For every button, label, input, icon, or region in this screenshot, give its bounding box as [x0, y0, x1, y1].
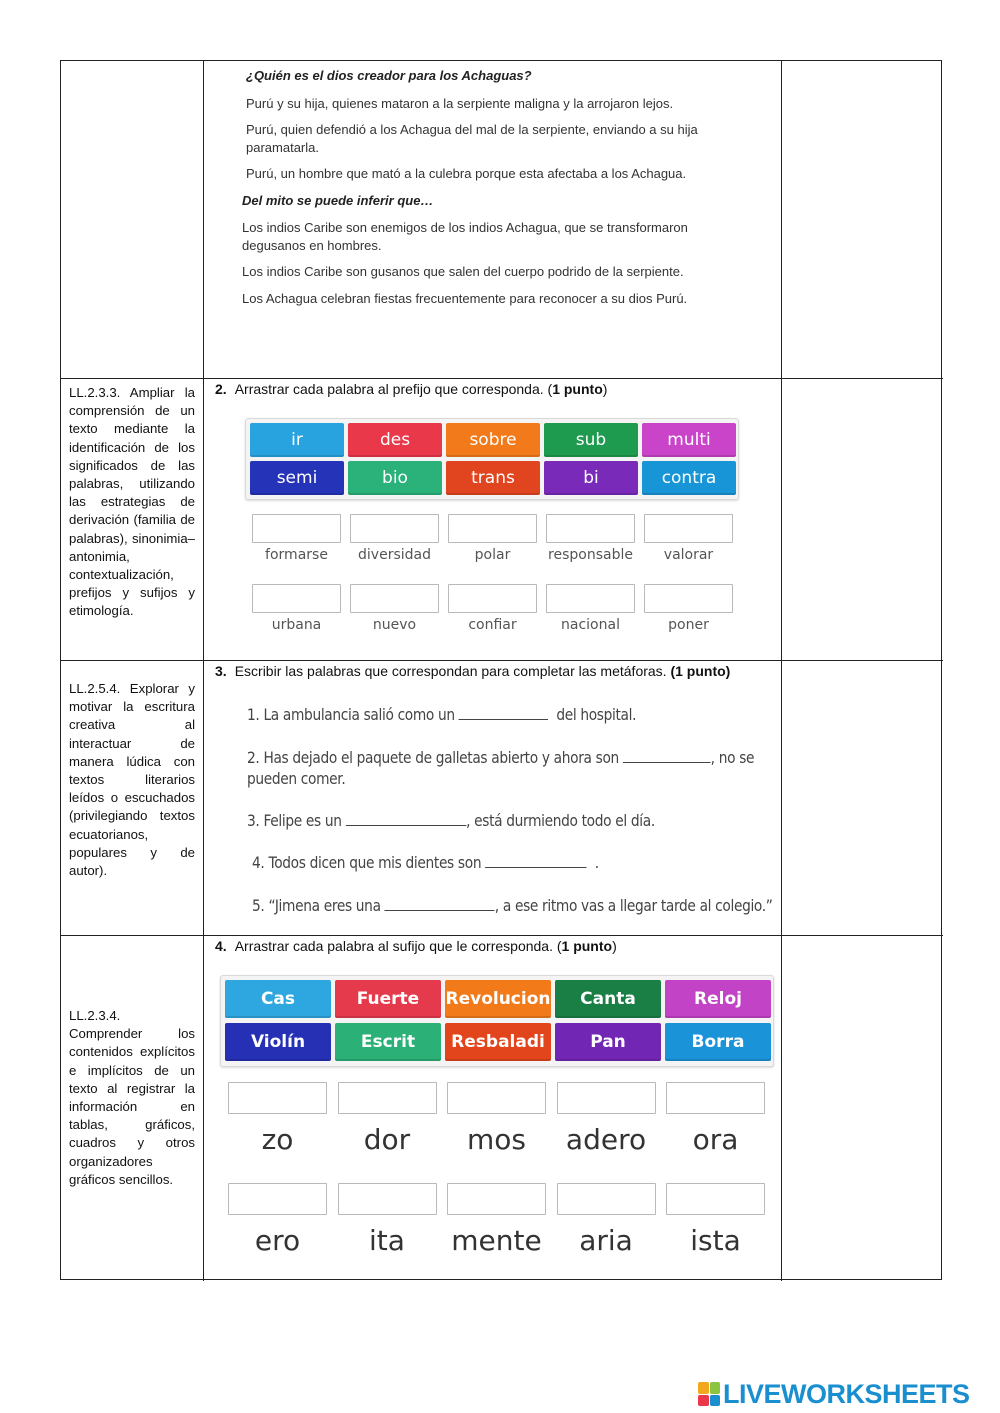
suffix-label: adero	[565, 1123, 647, 1156]
sentence-text: 1. La ambulancia salió como un	[247, 705, 455, 724]
sentence-text: pueden comer.	[247, 769, 346, 788]
answer-blank[interactable]	[623, 751, 711, 763]
liveworksheets-logo	[698, 1378, 970, 1410]
sentence-text: , no se	[710, 748, 755, 767]
logo-square	[710, 1395, 721, 1407]
drop-zone[interactable]	[666, 1183, 765, 1215]
question-number: 4.	[215, 938, 227, 954]
answer-blank[interactable]	[346, 814, 466, 826]
drop-zone[interactable]	[252, 514, 341, 543]
question-4-instruction: Arrastrar cada palabra al sufijo que le corresponda. (	[234, 938, 562, 954]
drop-zone[interactable]	[447, 1183, 546, 1215]
drop-zone[interactable]	[546, 584, 635, 613]
suffix-label: aria	[579, 1224, 633, 1257]
logo-mark-icon	[698, 1382, 720, 1406]
metaphor-sentence-2-cont	[247, 769, 345, 788]
drop-zone[interactable]	[448, 514, 537, 543]
question-close: )	[602, 381, 608, 397]
word-tile[interactable]: Revolucion	[445, 980, 551, 1018]
logo-square	[698, 1382, 709, 1394]
question-2-instruction: Arrastrar cada palabra al prefijo que corresponda. (	[234, 381, 553, 397]
question-1b-heading: Del mito se puede inferir que…	[242, 192, 434, 208]
word-label: nacional	[561, 617, 620, 633]
sentence-text: 5. “Jimena eres una	[252, 896, 381, 915]
answer-blank[interactable]	[459, 708, 548, 720]
word-label: formarse	[265, 547, 328, 563]
question-row-3	[61, 660, 943, 935]
criterion-text: LL.2.5.4. Explorar y motivar la escritura creativa al interactuar de manera lúdica con textos literarios leídos o escuchados (privilegiando textos ecuatorianos, populares y de autor).	[69, 681, 195, 879]
answer-blank[interactable]	[385, 899, 495, 911]
drop-zone[interactable]	[228, 1183, 327, 1215]
logo-text: LIVEWORKSHEETS	[723, 1378, 970, 1409]
word-tile[interactable]: Resbaladi	[445, 1023, 551, 1061]
metaphor-sentence-2	[247, 748, 754, 767]
word-tile[interactable]: bio	[348, 461, 442, 495]
question-1-content	[242, 67, 746, 316]
word-tile[interactable]: contra	[642, 461, 736, 495]
question-2-title	[215, 381, 607, 397]
question-3-instruction: Escribir las palabras que correspondan para completar las metáforas.	[234, 663, 667, 679]
metaphor-sentence-1	[247, 705, 636, 724]
question-row-1	[61, 61, 943, 378]
word-tile[interactable]: Pan	[555, 1023, 661, 1061]
sentence-text: 3. Felipe es un	[247, 811, 342, 830]
drop-zone[interactable]	[252, 584, 341, 613]
drop-zone[interactable]	[644, 584, 733, 613]
suffix-label: ita	[369, 1224, 405, 1257]
drop-zone[interactable]	[338, 1183, 437, 1215]
criterion-text: LL.2.3.4. Comprender los contenidos explícitos e implícitos de un texto al registrar la información en tablas, gráficos, cuadros y otros organizadores gráficos sencillos.	[69, 1008, 195, 1187]
sentence-text: , a ese ritmo vas a llegar tarde al colegio.”	[494, 896, 773, 915]
word-label: nuevo	[372, 617, 417, 633]
logo-square	[698, 1395, 709, 1407]
question-points: (1 punto)	[670, 663, 731, 679]
suffix-label: ora	[692, 1123, 739, 1156]
word-tile[interactable]: semi	[250, 461, 344, 495]
word-tile[interactable]: Reloj	[665, 980, 771, 1018]
answer-option[interactable]: Los indios Caribe son enemigos de los indios Achagua, que se transformaron degusanos en hombres.	[242, 220, 688, 253]
answer-option[interactable]: Purú, quien defendió a los Achagua del mal de la serpiente, enviando a su hija paramatarla.	[246, 122, 698, 155]
word-tile[interactable]: bi	[544, 461, 638, 495]
suffix-label: zo	[261, 1123, 294, 1156]
word-label: diversidad	[358, 547, 431, 563]
word-label: valorar	[663, 547, 714, 563]
metaphor-sentence-4	[252, 853, 599, 872]
sentence-text: , está durmiendo todo el día.	[466, 811, 655, 830]
drop-zone[interactable]	[447, 1082, 546, 1114]
answer-option[interactable]: Los indios Caribe son gusanos que salen del cuerpo podrido de la serpiente.	[242, 264, 684, 279]
drop-zone[interactable]	[338, 1082, 437, 1114]
word-label: poner	[668, 617, 709, 633]
suffix-label: mente	[451, 1224, 542, 1257]
drop-zone[interactable]	[557, 1183, 656, 1215]
word-label: responsable	[548, 547, 633, 563]
sentence-text: 4. Todos dicen que mis dientes son	[252, 853, 482, 872]
word-tile[interactable]: Violín	[225, 1023, 331, 1061]
suffix-label: ero	[254, 1224, 301, 1257]
word-tile[interactable]: multi	[642, 423, 736, 457]
word-tile[interactable]: trans	[446, 461, 540, 495]
question-number: 2.	[215, 381, 227, 397]
metaphor-sentence-3	[247, 811, 655, 830]
answer-option[interactable]: Purú y su hija, quienes mataron a la serpiente maligna y la arrojaron lejos.	[246, 95, 674, 111]
drop-zone[interactable]	[546, 514, 635, 543]
word-tile[interactable]: des	[348, 423, 442, 457]
question-row-2	[61, 378, 943, 660]
word-tile[interactable]: sub	[544, 423, 638, 457]
worksheet-table	[60, 60, 942, 1280]
suffix-label: dor	[363, 1123, 411, 1156]
word-tile[interactable]: Canta	[555, 980, 661, 1018]
drop-zone[interactable]	[448, 584, 537, 613]
sentence-text: .	[594, 853, 599, 872]
question-close: )	[612, 938, 617, 954]
drop-zone[interactable]	[228, 1082, 327, 1114]
word-tile[interactable]: Cas	[225, 980, 331, 1018]
word-tile[interactable]: sobre	[446, 423, 540, 457]
word-tile[interactable]: Borra	[665, 1023, 771, 1061]
question-row-4	[61, 935, 943, 1281]
drop-zone[interactable]	[350, 514, 439, 543]
answer-option[interactable]: Purú, un hombre que mató a la culebra porque esta afectaba a los Achagua.	[246, 166, 687, 181]
word-label: urbana	[271, 617, 322, 633]
word-tile[interactable]: Escrit	[335, 1023, 441, 1061]
question-4-title	[215, 938, 617, 954]
drop-zone[interactable]	[644, 514, 733, 543]
word-tile[interactable]: ir	[250, 423, 344, 457]
word-label: confiar	[468, 617, 517, 633]
suffix-label: mos	[467, 1123, 526, 1156]
word-label: polar	[474, 547, 511, 563]
sentence-text: 2. Has dejado el paquete de galletas abierto y ahora son	[247, 748, 619, 767]
question-points: 1 punto	[561, 938, 613, 954]
drop-zone[interactable]	[666, 1082, 765, 1114]
logo-square	[710, 1382, 721, 1394]
drop-zone[interactable]	[557, 1082, 656, 1114]
prefix-tile-bank	[245, 418, 739, 500]
question-number: 3.	[215, 663, 227, 679]
word-tile[interactable]: Fuerte	[335, 980, 441, 1018]
answer-option[interactable]: Los Achagua celebran fiestas frecuentemente para reconocer a su dios Purú.	[242, 290, 688, 306]
metaphor-sentence-5	[252, 896, 773, 915]
drop-zone[interactable]	[350, 584, 439, 613]
question-3-title	[215, 663, 730, 679]
question-1-heading: ¿Quién es el dios creador para los Achaguas?	[246, 68, 532, 83]
sentence-text: del hospital.	[556, 705, 637, 724]
criterion-text: LL.2.3.3. Ampliar la comprensión de un texto mediante la identificación de los significados de las palabras, utilizando las estrategias de derivación (familia de palabras), sinonimia–antonimia, contextualización, prefijos y sufijos y etimología.	[69, 385, 195, 619]
suffix-label: ista	[690, 1224, 741, 1257]
answer-blank[interactable]	[485, 856, 586, 868]
question-points: 1 punto	[552, 381, 603, 397]
suffix-tile-bank	[220, 975, 774, 1067]
